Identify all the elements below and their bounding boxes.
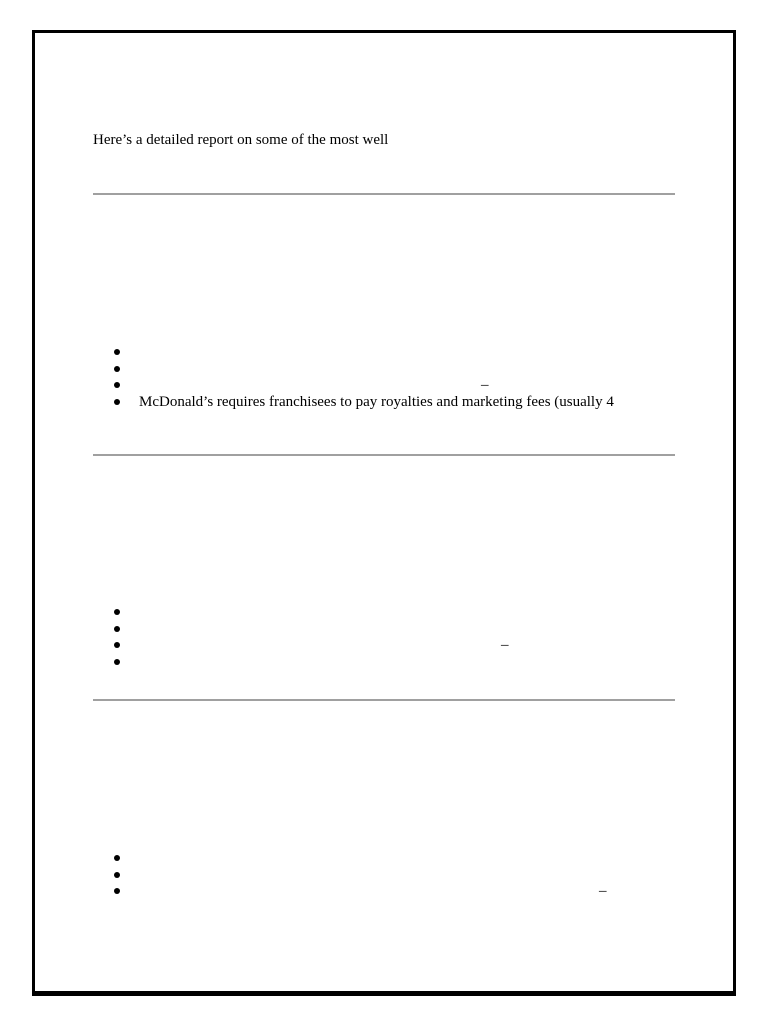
list-item <box>35 883 733 900</box>
bullet-icon <box>114 366 120 372</box>
list-item <box>35 621 733 638</box>
list-item <box>35 637 733 654</box>
list-item <box>35 604 733 621</box>
list-item <box>35 377 733 394</box>
bullet-list <box>35 850 733 900</box>
document-page <box>32 30 736 996</box>
bullet-icon <box>114 349 120 355</box>
section-divider <box>93 193 675 195</box>
intro-paragraph: Here’s a detailed report on some of the most well <box>93 132 389 148</box>
bullet-list <box>35 604 733 670</box>
bullet-icon <box>114 872 120 878</box>
bullet-icon <box>114 382 120 388</box>
bullet-icon <box>114 626 120 632</box>
bullet-icon <box>114 888 120 894</box>
bullet-list <box>35 344 733 410</box>
dash-mark: – <box>599 883 607 899</box>
bullet-icon <box>114 399 120 405</box>
bullet-icon <box>114 609 120 615</box>
section-divider <box>93 699 675 701</box>
list-item <box>35 394 733 411</box>
list-item <box>35 867 733 884</box>
section-divider <box>93 454 675 456</box>
list-item <box>35 654 733 671</box>
list-item <box>35 361 733 378</box>
list-item <box>35 344 733 361</box>
list-item <box>35 850 733 867</box>
dash-mark: – <box>481 377 489 393</box>
dash-mark: – <box>501 637 509 653</box>
bullet-icon <box>114 855 120 861</box>
bullet-icon <box>114 659 120 665</box>
bullet-icon <box>114 642 120 648</box>
list-item-text: McDonald’s requires franchisees to pay royalties and marketing fees (usually 4 <box>139 393 614 410</box>
